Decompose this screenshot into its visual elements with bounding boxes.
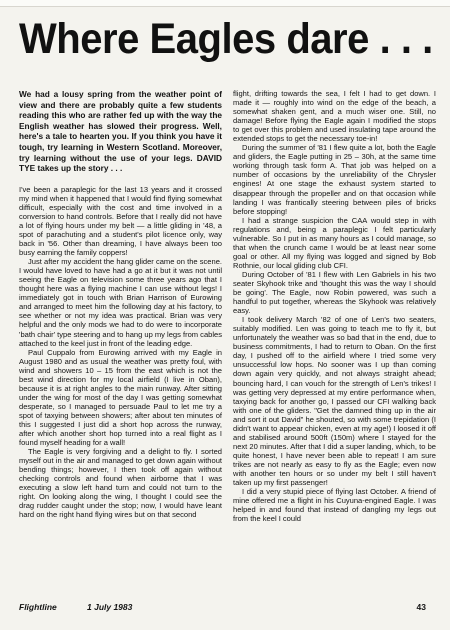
left-column <box>19 89 222 595</box>
body-paragraph: I took delivery March '82 of one of Len's two seaters, suitably modified. Len was going to teach me to fly it, but unfortunately the weather was so bad that in the end, due to business commitments, I had to return to Oban. On the first day, I pushed off to the airfield where I tried some very unsuccessful low hops. No sooner was I up than coming down again very quickly, and not always straight ahead; bouncing hard, I can vouch for the strength of Len's trikes! I was getting very depressed at my entire performance when, taxying back for another go, I passed our CFI walking back with one of the gliders. "Get the damned thing up in the air and sort it out David" he shouted, so with some trepidation (I didn't want to appear chicken, even at my age!) I loosed it off and stabilised around 500ft (150m) where I stayed for the next 20 minutes. After that I did a super landing, which, to be quite honest, I have never been able to repeat! I am sure trikes are not nearly as easy to fly as the Eagle; even now with another ten hours or so under my belt I still haven't taken up my first passenger! <box>233 315 436 488</box>
body-paragraph: I had a strange suspicion the CAA would step in with regulations and, being a paraplegic I felt particularly vulnerable. So I put in as many hours as I could manage, so that when the crunch came I would be at least near some goal or other. All my flying was logged and signed by Bob Rothnie, our local gliding club CFI. <box>233 215 436 270</box>
intro-standfirst: We had a lousy spring from the weather point of view and there are probably quite a few students reading this who are rather fed up with the way the English weather has slowed their progress. Well, here's a tale to hearten you. If you think you have it tough, try learning in Western Scotland. Moreover, try learning without the use of your legs. DAVID TYE takes up the story . . . <box>19 89 222 174</box>
body-paragraph: I've been a paraplegic for the last 13 years and it crossed my mind when it happened that I would find flying somewhat difficult, especially with the cost and time involved in a conversion to hand controls. Before that I really did not have a lot of flying hours under my belt — a little gliding in '48, a spot of parachuting and a student's pilot licence only, way back in '56. Other than dreaming, I have always been too busy earning the family coppers! <box>19 184 222 258</box>
right-column <box>233 89 436 595</box>
issue-date: 1 July 1983 <box>87 602 133 612</box>
body-paragraph: Paul Cuppalo from Eurowing arrived with my Eagle in August 1980 and as usual the weather was pretty foul, with wind and showers 10 – 15 from the east which is not the best wind direction for my local airfield (I live in Oban), because it is at right angles to the main runway. After sitting under the wing for most of the day I was getting somewhat desperate, so I managed to persuade Paul to let me try a spot of taxying between showers; after about ten minutes of this I suggested I just did a short hop across the runway, after which another short hop turned into a real flight as I found myself heading for a wall! <box>19 347 222 448</box>
article-title: Where Eagles dare . . . <box>19 15 433 63</box>
body-paragraph: The Eagle is very forgiving and a delight to fly. I sorted myself out in the air and managed to get down again without bending things; however, I then took off again without checking controls and found when airborne that I was executing a slow left hand turn and could not turn to the right. On looking along the wing, I thought I could see the drag rudder caught under the stop; now, I would have leant hard on the right hand flying wires but on that second <box>19 447 222 520</box>
body-paragraph: Just after my accident the hang glider came on the scene. I would have loved to have had a go at it but it was not until seeing the Eagle on television some three years ago that I thought here was a flying machine I can use without legs! I immediately got in touch with Brian Harrison of Eurowing and arranged to meet him the following day at his factory, to see whether or not my idea was practical. Brian was very helpful and the only mods we had to do were to incorporate 'bath chair' type steering and to hang up my legs from cables attached to the keel just in front of the leading edge. <box>19 257 222 348</box>
body-paragraph: I did a very stupid piece of flying last October. A friend of mine offered me a flight in his Cuyuna-engined Eagle. I was helped in and found that instead of dangling my legs out from the keel I could <box>233 487 436 524</box>
page-footer <box>19 602 426 616</box>
page-number: 43 <box>416 602 426 612</box>
body-paragraph: During October of '81 I flew with Len Gabriels in his two seater Skyhook trike and 'thought this was the way I should be going'. The Eagle, now Robin powered, was such a handful to put together, whereas the Skyhook was relatively easy. <box>233 269 436 316</box>
magazine-name: Flightline <box>19 602 57 612</box>
body-paragraph: flight, drifting towards the sea, I felt I had to get down. I made it — roughly into wind on the edge of the beach, a somewhat shaken gent, and a much wiser one. Still, no damage! Before flying the Eagle again I modified the stops to get over this problem and used insulating tape around the extended stops to get the necessary toe-in! <box>233 89 436 144</box>
top-border <box>0 0 450 7</box>
body-paragraph: During the summer of '81 I flew quite a lot, both the Eagle and gliders, the Eagle putting in 25 – 30h, at the same time working through task form A. That job was helped on a number of occasions by the unreliability of the Chrysler engines! At one stage the exhaust system started to disappear through the propeller and on that occasion while landing I was frantically steering between piles of bricks before stopping! <box>233 143 436 216</box>
